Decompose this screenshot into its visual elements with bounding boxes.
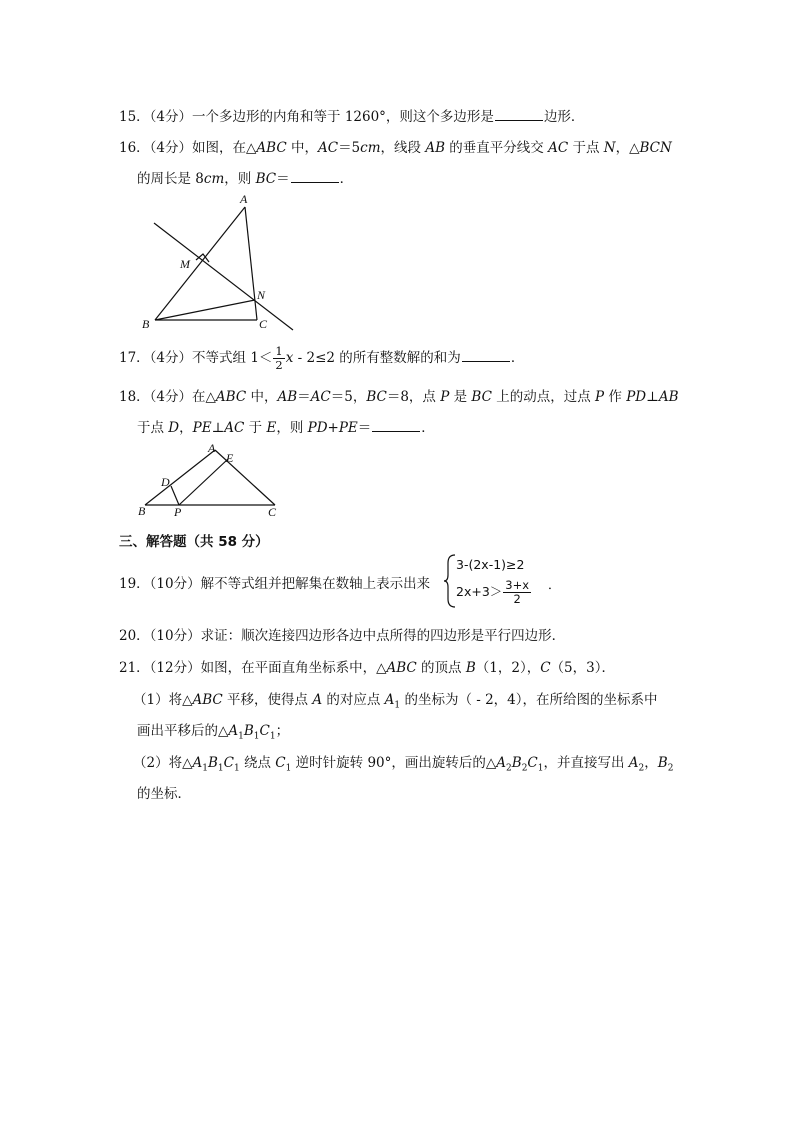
q16-var: N [603, 140, 616, 156]
q18-var: AC [224, 420, 245, 436]
q19-number: 19．（10分） [119, 576, 201, 592]
side-ab [145, 450, 215, 505]
q21-var: A [628, 755, 639, 771]
q18-answer-blank [372, 419, 420, 432]
label-a: A [240, 192, 248, 206]
question-17 [119, 345, 524, 372]
q21-var: A [228, 723, 239, 739]
subscript: 2 [521, 763, 528, 774]
q18-triangle-figure [135, 440, 285, 520]
segment-pd [171, 486, 179, 505]
q18-var: AB [658, 389, 679, 405]
q21-part2-line1 [133, 751, 673, 774]
fraction-numerator: 1 [275, 344, 283, 358]
q21-var: A [496, 755, 507, 771]
q21-text: 的对应点 [322, 692, 385, 708]
q16-unit: cm [203, 171, 225, 187]
q21-var: A [384, 692, 395, 708]
q18-var: D [168, 420, 180, 436]
q21-text: 画出平移后的△ [137, 723, 229, 739]
q21-text: （5，3）． [550, 660, 615, 676]
q18-var: BC [471, 389, 492, 405]
label-c: C [268, 505, 277, 519]
q18-var: PD+PE [307, 420, 358, 436]
q18-var: BC [366, 389, 387, 405]
q21-text: 逆时针旋转 90°，画出旋转后的△ [291, 755, 497, 771]
q21-var: ABC [192, 692, 223, 708]
subscript: 1 [202, 763, 208, 774]
subscript: 1 [537, 763, 544, 774]
q16-var: BC [255, 171, 277, 187]
subscript: 1 [233, 763, 240, 774]
q21-text: 的坐标为（ - 2，4），在所给图的坐标系中 [400, 692, 658, 708]
subscript: 2 [638, 763, 645, 774]
q16-text: 于点 [568, 140, 604, 156]
q18-text: 于 [244, 420, 267, 436]
q18-text-end: ． [421, 420, 435, 436]
q21-var: ABC [386, 660, 417, 676]
question-20 [119, 624, 565, 644]
q21-text: （2）将△ [133, 755, 193, 771]
q17-fraction [273, 345, 284, 372]
question-21 [119, 656, 615, 676]
subscript: 1 [217, 763, 224, 774]
q21-text: 如图，在平面直角坐标系中，△ [200, 660, 387, 676]
side-ac [215, 450, 275, 505]
question-16-line1 [119, 136, 672, 156]
q21-var: C [540, 660, 551, 676]
q16-text: 中， [286, 140, 318, 156]
q21-var: C [275, 755, 286, 771]
subscript: 1 [269, 731, 276, 742]
q16-text-end: ． [339, 171, 354, 187]
q17-text: - 2≤2 的所有整数解的和为 [293, 350, 461, 366]
q16-var: AC [548, 140, 569, 156]
question-18-line1 [119, 385, 679, 405]
q18-text: 于点 [137, 420, 169, 436]
label-c: C [259, 317, 268, 331]
q19-ineq2-left: 2x+3＞ [456, 584, 503, 599]
label-a: A [208, 441, 216, 455]
q18-text: ＝8，点 [386, 389, 441, 405]
q18-text: 作 [604, 389, 627, 405]
question-19 [119, 572, 430, 592]
q21-var: A [192, 755, 203, 771]
q19-end: ． [548, 577, 561, 592]
subscript: 1 [253, 731, 260, 742]
q21-text: 平移，使得点 [222, 692, 313, 708]
q16-text: ，△ [615, 140, 640, 156]
q16-triangle-figure [140, 190, 310, 335]
q17-text-end: ． [510, 350, 525, 366]
q20-text: 求证：顺次连接四边形各边中点所得的四边形是平行四边形． [200, 628, 566, 644]
label-n: N [257, 288, 266, 302]
q18-var: AB [277, 389, 298, 405]
q15-answer-blank [495, 108, 543, 121]
q16-number: 16．（4分） [119, 140, 193, 156]
q17-text: 不等式组 1＜ [192, 350, 273, 366]
q20-number: 20．（10分） [119, 628, 201, 644]
q16-var: AC [317, 140, 339, 156]
q16-var: ABC [256, 140, 287, 156]
q21-var: B [243, 723, 254, 739]
subscript: 2 [506, 763, 512, 774]
label-b: B [138, 504, 146, 518]
q21-var: A [312, 692, 323, 708]
q18-var: P [595, 389, 605, 405]
q18-text: ＝ [297, 389, 311, 405]
q18-text: 是 [449, 389, 472, 405]
q17-answer-blank [462, 349, 510, 362]
q21-number: 21．（12分） [119, 660, 201, 676]
q15-text-end: 边形． [543, 109, 585, 125]
q21-text: ； [275, 723, 290, 739]
subscript: 1 [394, 700, 401, 711]
q16-text: 如图，在△ [192, 140, 257, 156]
q15-number: 15．（4分） [119, 109, 193, 125]
question-15 [119, 105, 584, 125]
q18-text: ＝ [357, 420, 372, 436]
q21-text: （1）将△ [133, 692, 193, 708]
side-ac [245, 207, 257, 320]
perpendicular-bisector [154, 223, 293, 330]
subscript: 2 [667, 763, 674, 774]
q21-var: C [259, 723, 270, 739]
q21-text: 的顶点 [416, 660, 466, 676]
q19-inequality-2 [456, 579, 532, 606]
q21-var: C [223, 755, 234, 771]
q18-var: ABC [215, 389, 247, 405]
q19-inequality-1: 3-(2x-1)≥2 [456, 557, 525, 572]
q16-text: ＝5 [338, 140, 361, 156]
subscript: 1 [238, 731, 244, 742]
q18-text: ，则 [276, 420, 308, 436]
label-m: M [180, 257, 190, 271]
q21-text: ， [644, 755, 658, 771]
q19-system-brace [443, 553, 457, 609]
q21-text: ，并直接写出 [543, 755, 629, 771]
q21-var: B [511, 755, 522, 771]
side-ab [155, 207, 245, 320]
fraction-denominator: 2 [513, 592, 521, 606]
label-d: D [161, 475, 170, 489]
q18-text: ＝5， [330, 389, 367, 405]
q19-fraction [503, 579, 531, 606]
q18-text: ， [179, 420, 193, 436]
segment-bn [155, 300, 255, 320]
q21-var: B [207, 755, 218, 771]
q18-var: E [266, 420, 277, 436]
q16-answer-blank [291, 170, 339, 183]
segment-pe [179, 459, 228, 505]
q16-unit: cm [360, 140, 381, 156]
question-16-line2 [137, 167, 353, 187]
q21-part1-line2 [137, 719, 289, 742]
fraction-denominator: 2 [275, 358, 283, 372]
q16-var: AB [425, 140, 445, 156]
label-e: E [226, 451, 234, 465]
label-p: P [174, 505, 182, 519]
q21-var: B [465, 660, 476, 676]
q18-text: 在△ [192, 389, 216, 405]
q18-var: PD [626, 389, 647, 405]
q18-number: 18．（4分） [119, 389, 193, 405]
q18-text: ⊥ [211, 420, 225, 436]
q16-text: 的垂直平分线交 [445, 140, 549, 156]
q21-part1-line1 [133, 688, 658, 711]
q21-var: C [527, 755, 538, 771]
q18-var: PE [192, 420, 212, 436]
q21-text: 绕点 [239, 755, 276, 771]
q16-text: ，则 [224, 171, 256, 187]
q17-var: x [285, 350, 294, 366]
q16-text: ，线段 [380, 140, 426, 156]
q18-text: 上的动点，过点 [491, 389, 596, 405]
q16-text: 的周长是 8 [137, 171, 204, 187]
q21-text: （1，2）， [475, 660, 541, 676]
q21-part2-line2: 的坐标． [137, 786, 191, 802]
q18-text: ⊥ [646, 389, 659, 405]
section-heading: 三、解答题（共 58 分） [119, 534, 269, 550]
label-b: B [142, 317, 150, 331]
subscript: 1 [285, 763, 292, 774]
q15-text: 一个多边形的内角和等于 1260°，则这个多边形是 [192, 109, 494, 125]
q18-text: 中， [246, 389, 278, 405]
question-18-line2 [137, 416, 435, 436]
fraction-numerator: 3+x [505, 578, 530, 592]
q17-number: 17．（4分） [119, 350, 193, 366]
q18-var: AC [310, 389, 331, 405]
q18-var: P [440, 389, 450, 405]
q16-text: ＝ [276, 171, 290, 187]
q19-text: 解不等式组并把解集在数轴上表示出来 [200, 576, 431, 592]
q16-var: BCN [639, 140, 672, 156]
q21-var: B [657, 755, 668, 771]
